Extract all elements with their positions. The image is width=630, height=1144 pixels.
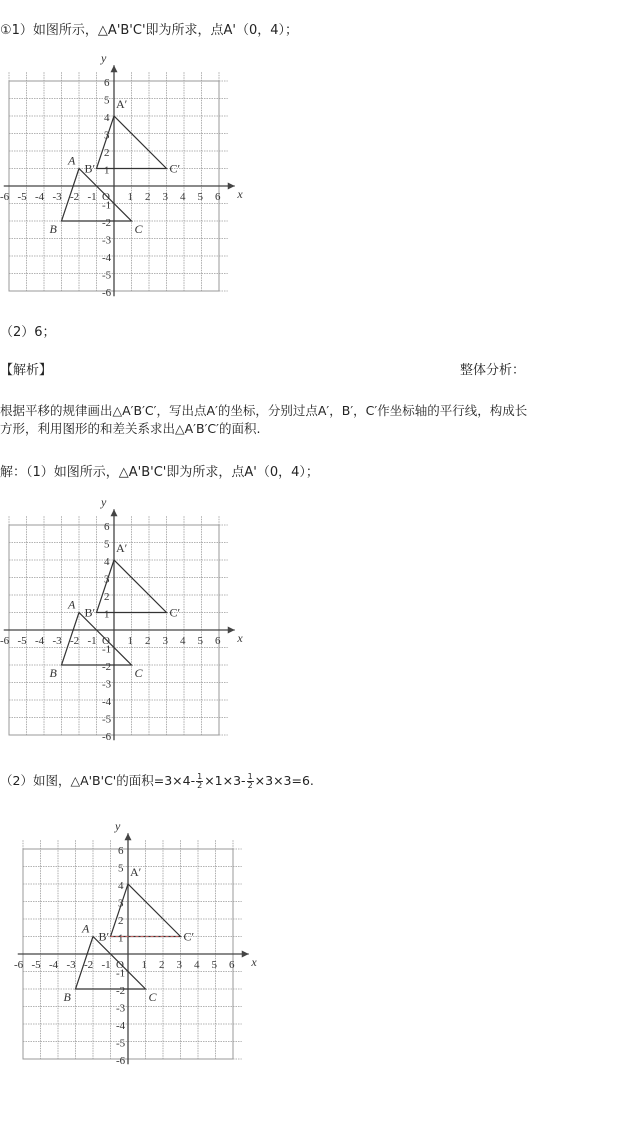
y-tick-label: -6 [116,1055,126,1067]
x-tick-label: 3 [176,959,182,971]
x-tick-label: O [102,635,110,647]
fraction-denominator: 2 [197,781,203,790]
y-tick-label: 5 [104,94,110,107]
x-tick-label: -5 [17,191,27,203]
y-tick-label: 6 [104,521,110,533]
x-tick-label: -6 [0,191,10,203]
y-tick-label: -2 [102,217,112,229]
fraction-denominator-2: 2 [247,781,253,790]
x-axis-arrow-icon [228,627,235,634]
coordinate-graph-3 [14,818,257,1078]
y-tick-label: 3 [104,573,110,586]
x-tick-label: 3 [162,191,168,203]
y-axis-arrow-icon [125,833,132,840]
x-tick-label: -3 [52,191,62,203]
point-a-label: A [82,921,90,936]
y-tick-label: -1 [102,199,112,212]
analysis-text-2: 方形，利用图形的和差关系求出△A′B′C′的面积. [0,421,261,436]
coordinate-graph-svg-2 [0,494,243,750]
y-tick-label: 2 [104,591,110,603]
point-a-prime-label: A′ [116,541,128,555]
point-a-prime-label: A′ [116,97,128,111]
y-axis-label: y [101,50,107,65]
point-c-prime-label: C′ [183,929,195,944]
part-2-prefix: （2）如图，△A'B'C'的面积=3×4- [0,773,196,788]
x-tick-label: 5 [197,191,203,203]
x-tick-label: -4 [35,635,45,647]
y-axis-label: y [101,494,107,509]
y-tick-label: 1 [104,164,110,177]
coordinate-graph-2 [0,494,243,754]
y-tick-label: 3 [118,897,124,910]
y-tick-label: -4 [102,252,112,264]
y-tick-label: 2 [118,915,124,927]
coordinate-graph-1 [0,50,243,310]
x-tick-label: -4 [35,191,45,203]
point-c-prime-label: C′ [169,605,181,620]
x-axis-arrow-icon [242,951,249,958]
x-tick-label: 6 [215,191,221,203]
y-tick-label: 1 [118,932,124,945]
point-c-label: C [134,666,143,680]
y-tick-label: -4 [102,696,112,708]
x-tick-label: -3 [52,635,62,647]
y-tick-label: -2 [116,985,126,997]
point-a-prime-label: A′ [130,865,142,879]
y-tick-label: 6 [118,845,124,857]
y-tick-label: -4 [116,1020,126,1032]
x-tick-label: -2 [70,635,80,647]
x-tick-label: -4 [49,959,59,971]
x-tick-label: -2 [84,959,94,971]
point-a-label: A [68,153,76,168]
x-axis-label: x [237,187,243,201]
y-axis-arrow-icon [111,65,118,72]
y-axis-label: y [115,818,121,833]
part-2-middle: ×1×3- [204,773,246,788]
point-c-prime-label: C′ [169,161,181,176]
y-tick-label: -3 [102,678,112,691]
y-tick-label: -1 [102,643,112,656]
x-tick-label: -6 [0,635,10,647]
analysis-label: 【解析】 [0,363,53,378]
point-b-label: B [63,990,71,1004]
x-tick-label: 2 [145,635,151,647]
x-axis-arrow-icon [228,183,235,190]
y-tick-label: -3 [102,234,112,247]
y-tick-label: -6 [102,287,112,299]
y-tick-label: 4 [118,880,124,892]
answer-line-1: ①1）如图所示，△A'B'C'即为所求，点A'（0，4）； [0,23,299,38]
point-c-label: C [148,990,157,1004]
x-tick-label: -1 [87,635,97,647]
point-b-prime-label: B′ [98,929,110,944]
x-tick-label: 3 [162,635,168,647]
y-tick-label: 5 [118,862,124,875]
x-tick-label: 4 [194,959,200,971]
x-tick-label: 1 [127,635,133,647]
fraction-one-half-2 [247,773,254,790]
overall-analysis-label: 整体分析： [460,363,526,378]
y-tick-label: -5 [102,269,112,282]
point-a-label: A [68,597,76,612]
x-tick-label: -1 [87,191,97,203]
x-tick-label: -5 [17,635,27,647]
x-tick-label: 5 [197,635,203,647]
x-tick-label: -1 [101,959,111,971]
part-2-line [0,772,314,790]
y-tick-label: 1 [104,608,110,621]
x-axis-label: x [237,631,243,645]
point-c-label: C [134,222,143,236]
y-tick-label: 3 [104,129,110,142]
coordinate-graph-svg-1 [0,50,243,306]
analysis-text-1: 根据平移的规律画出△A′B′C′，写出点A′的坐标，分别过点A′，B′，C′作坐标轴的平行线，构成长 [0,403,528,418]
x-tick-label: 2 [145,191,151,203]
coordinate-graph-svg-3 [14,818,257,1074]
point-b-prime-label: B′ [84,605,96,620]
point-b-prime-label: B′ [84,161,96,176]
y-tick-label: 6 [104,77,110,89]
x-tick-label: 6 [215,635,221,647]
x-tick-label: 5 [211,959,217,971]
solution-line: 解：（1）如图所示，△A'B'C'即为所求，点A'（0，4）； [0,465,319,480]
fraction-numerator: 1 [197,772,203,781]
x-tick-label: -2 [70,191,80,203]
point-b-label: B [49,222,57,236]
answer-line-2: （2）6； [0,325,56,340]
y-tick-label: 5 [104,538,110,551]
x-tick-label: 1 [127,191,133,203]
x-tick-label: 4 [180,635,186,647]
y-tick-label: -5 [116,1037,126,1050]
x-axis-label: x [251,955,257,969]
x-tick-label: 4 [180,191,186,203]
x-tick-label: 1 [141,959,147,971]
part-2-suffix: ×3×3=6. [254,773,314,788]
y-tick-label: -1 [116,967,126,980]
x-tick-label: O [116,959,124,971]
x-tick-label: O [102,191,110,203]
x-tick-label: -3 [66,959,76,971]
y-tick-label: 4 [104,112,110,124]
y-tick-label: 4 [104,556,110,568]
fraction-one-half [196,773,203,790]
point-b-label: B [49,666,57,680]
y-tick-label: -3 [116,1002,126,1015]
x-tick-label: 6 [229,959,235,971]
x-tick-label: 2 [159,959,165,971]
y-tick-label: -6 [102,731,112,743]
fraction-numerator-2: 1 [247,772,253,781]
y-tick-label: -2 [102,661,112,673]
y-tick-label: 2 [104,147,110,159]
y-axis-arrow-icon [111,509,118,516]
x-tick-label: -6 [14,959,24,971]
x-tick-label: -5 [31,959,41,971]
y-tick-label: -5 [102,713,112,726]
